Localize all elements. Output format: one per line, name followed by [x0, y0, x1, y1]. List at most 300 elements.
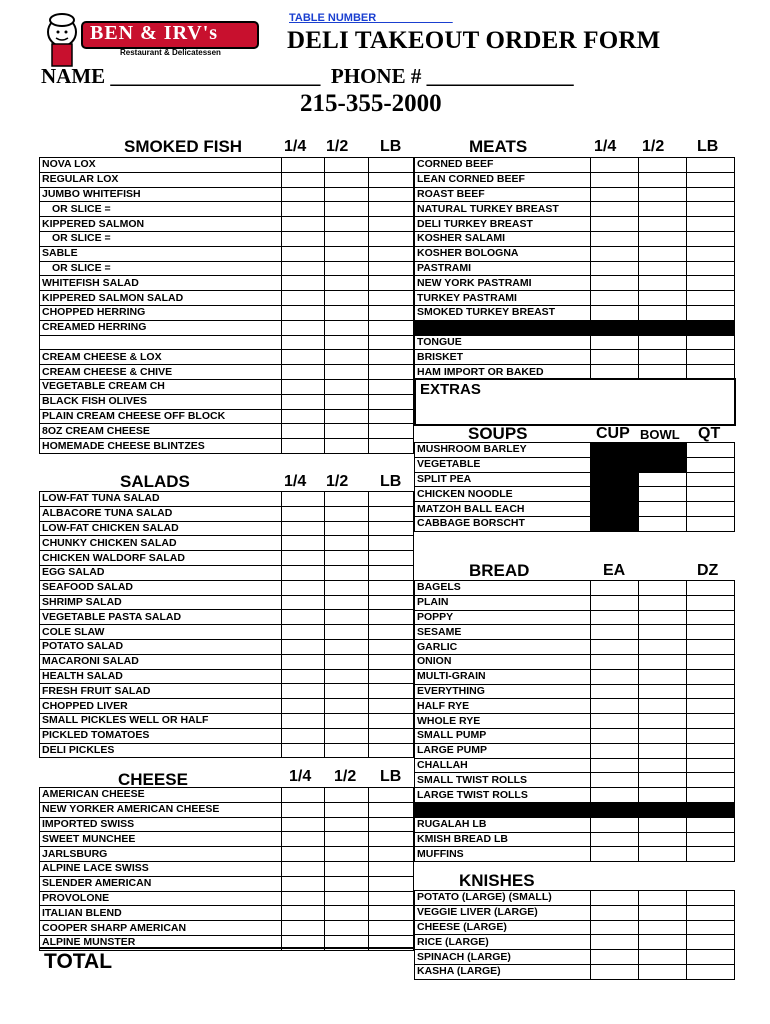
quantity-box[interactable]	[369, 847, 414, 862]
quantity-box[interactable]	[687, 276, 735, 291]
quantity-box[interactable]	[369, 817, 414, 832]
quantity-box[interactable]	[325, 320, 369, 335]
quantity-box[interactable]	[687, 610, 735, 625]
bread-table	[414, 580, 735, 862]
quantity-box[interactable]	[325, 595, 369, 610]
quantity-box[interactable]	[282, 492, 325, 507]
quantity-box[interactable]	[591, 595, 639, 610]
quantity-box[interactable]	[687, 640, 735, 655]
quantity-box[interactable]	[282, 802, 325, 817]
quantity-box[interactable]	[369, 699, 414, 714]
quantity-box[interactable]	[687, 788, 735, 803]
quantity-box[interactable]	[639, 276, 687, 291]
quantity-box[interactable]	[325, 261, 369, 276]
quantity-box[interactable]	[591, 758, 639, 773]
quantity-box[interactable]	[282, 728, 325, 743]
quantity-box[interactable]	[591, 217, 639, 232]
quantity-box[interactable]	[282, 261, 325, 276]
quantity-box[interactable]	[282, 595, 325, 610]
quantity-box[interactable]	[282, 202, 325, 217]
quantity-box[interactable]	[325, 728, 369, 743]
quantity-box[interactable]	[369, 261, 414, 276]
quantity-box[interactable]	[687, 920, 735, 935]
quantity-box[interactable]	[639, 891, 687, 906]
quantity-box[interactable]	[591, 743, 639, 758]
col-quarter: 1/4	[594, 138, 617, 155]
quantity-box[interactable]	[282, 684, 325, 699]
quantity-box[interactable]	[687, 246, 735, 261]
quantity-box[interactable]	[369, 788, 414, 803]
quantity-box[interactable]	[591, 625, 639, 640]
quantity-box[interactable]	[369, 365, 414, 380]
quantity-box[interactable]	[282, 921, 325, 936]
order-row	[415, 172, 735, 187]
quantity-box[interactable]	[282, 158, 325, 173]
table-number-field[interactable]: TABLE NUMBER ____________	[289, 12, 453, 24]
quantity-box[interactable]	[369, 291, 414, 306]
item-label: JUMBO WHITEFISH	[40, 187, 282, 202]
quantity-box[interactable]	[639, 714, 687, 729]
quantity-box	[591, 502, 639, 517]
quantity-box[interactable]	[591, 187, 639, 202]
quantity-box[interactable]	[369, 202, 414, 217]
quantity-box[interactable]	[687, 817, 735, 832]
quantity-box[interactable]	[687, 516, 735, 531]
quantity-box[interactable]	[282, 625, 325, 640]
item-label: SABLE	[40, 246, 282, 261]
quantity-box[interactable]	[687, 158, 735, 173]
quantity-box[interactable]	[282, 521, 325, 536]
quantity-box[interactable]	[687, 699, 735, 714]
quantity-box[interactable]	[639, 950, 687, 965]
quantity-box[interactable]	[282, 335, 325, 350]
order-row	[415, 217, 735, 232]
quantity-box[interactable]	[591, 891, 639, 906]
quantity-box[interactable]	[687, 714, 735, 729]
quantity-box[interactable]	[282, 669, 325, 684]
quantity-box[interactable]	[639, 920, 687, 935]
quantity-box[interactable]	[591, 581, 639, 596]
quantity-box[interactable]	[639, 187, 687, 202]
quantity-box[interactable]	[325, 610, 369, 625]
quantity-box[interactable]	[591, 847, 639, 862]
quantity-box[interactable]	[591, 202, 639, 217]
quantity-box[interactable]	[325, 788, 369, 803]
quantity-box[interactable]	[687, 187, 735, 202]
quantity-box[interactable]	[687, 905, 735, 920]
quantity-box[interactable]	[282, 891, 325, 906]
order-row	[415, 502, 735, 517]
order-row	[40, 492, 414, 507]
quantity-box[interactable]	[687, 502, 735, 517]
quantity-box	[639, 457, 687, 472]
quantity-box[interactable]	[687, 217, 735, 232]
quantity-box[interactable]	[369, 187, 414, 202]
quantity-box[interactable]	[639, 291, 687, 306]
quantity-box[interactable]	[591, 714, 639, 729]
quantity-box[interactable]	[369, 743, 414, 758]
order-row	[415, 654, 735, 669]
quantity-box[interactable]	[369, 335, 414, 350]
quantity-box[interactable]	[325, 335, 369, 350]
quantity-box[interactable]	[639, 502, 687, 517]
quantity-box[interactable]	[687, 335, 735, 350]
item-label: BLACK FISH OLIVES	[40, 394, 282, 409]
quantity-box[interactable]	[639, 743, 687, 758]
quantity-box[interactable]	[639, 684, 687, 699]
quantity-box[interactable]	[369, 320, 414, 335]
quantity-box[interactable]	[369, 891, 414, 906]
quantity-box[interactable]	[369, 565, 414, 580]
quantity-box[interactable]	[687, 487, 735, 502]
quantity-box[interactable]	[369, 669, 414, 684]
quantity-box[interactable]	[282, 409, 325, 424]
quantity-box	[591, 516, 639, 531]
quantity-box[interactable]	[282, 788, 325, 803]
quantity-box[interactable]	[591, 261, 639, 276]
quantity-box[interactable]	[325, 231, 369, 246]
quantity-box[interactable]	[325, 305, 369, 320]
quantity-box[interactable]	[325, 350, 369, 365]
quantity-box[interactable]	[282, 565, 325, 580]
quantity-box[interactable]	[591, 654, 639, 669]
quantity-box[interactable]	[639, 640, 687, 655]
quantity-box[interactable]	[369, 536, 414, 551]
item-label: PLAIN	[415, 595, 591, 610]
quantity-box[interactable]	[325, 639, 369, 654]
item-label: CHUNKY CHICKEN SALAD	[40, 536, 282, 551]
order-row	[415, 669, 735, 684]
quantity-box[interactable]	[687, 291, 735, 306]
quantity-box[interactable]	[369, 551, 414, 566]
quantity-box[interactable]	[687, 172, 735, 187]
quantity-box[interactable]	[591, 640, 639, 655]
quantity-box[interactable]	[282, 713, 325, 728]
quantity-box[interactable]	[369, 276, 414, 291]
quantity-box[interactable]	[591, 291, 639, 306]
quantity-box[interactable]	[325, 521, 369, 536]
quantity-box[interactable]	[325, 817, 369, 832]
quantity-box[interactable]	[282, 276, 325, 291]
quantity-box[interactable]	[282, 699, 325, 714]
quantity-box[interactable]	[591, 699, 639, 714]
quantity-box[interactable]	[687, 443, 735, 458]
quantity-box[interactable]	[639, 472, 687, 487]
quantity-box[interactable]	[369, 654, 414, 669]
quantity-box[interactable]	[369, 439, 414, 454]
quantity-box[interactable]	[282, 172, 325, 187]
soups-heading: SOUPS	[468, 424, 528, 443]
quantity-box[interactable]	[639, 516, 687, 531]
quantity-box[interactable]	[369, 350, 414, 365]
quantity-box[interactable]	[591, 305, 639, 320]
quantity-box[interactable]	[369, 876, 414, 891]
quantity-box[interactable]	[639, 217, 687, 232]
quantity-box[interactable]	[687, 669, 735, 684]
quantity-box[interactable]	[325, 580, 369, 595]
quantity-box[interactable]	[325, 847, 369, 862]
quantity-box[interactable]	[369, 728, 414, 743]
item-label: OR SLICE =	[40, 261, 282, 276]
quantity-box[interactable]	[282, 350, 325, 365]
item-label: SEAFOOD SALAD	[40, 580, 282, 595]
quantity-box[interactable]	[282, 654, 325, 669]
quantity-box[interactable]	[369, 379, 414, 394]
quantity-box[interactable]	[591, 773, 639, 788]
quantity-box[interactable]	[325, 439, 369, 454]
name-phone-fields[interactable]: NAME ____________________ PHONE # ______________	[41, 64, 574, 88]
quantity-box[interactable]	[639, 172, 687, 187]
quantity-box[interactable]	[325, 506, 369, 521]
quantity-box[interactable]	[591, 788, 639, 803]
quantity-box[interactable]	[282, 305, 325, 320]
quantity-box[interactable]	[591, 950, 639, 965]
quantity-box[interactable]	[687, 595, 735, 610]
quantity-box[interactable]	[369, 394, 414, 409]
quantity-box[interactable]	[591, 728, 639, 743]
quantity-box[interactable]	[282, 506, 325, 521]
quantity-box[interactable]	[325, 921, 369, 936]
quantity-box[interactable]	[325, 246, 369, 261]
quantity-box[interactable]	[687, 964, 735, 979]
quantity-box[interactable]	[325, 654, 369, 669]
quantity-box[interactable]	[639, 246, 687, 261]
quantity-box[interactable]	[687, 832, 735, 847]
quantity-box[interactable]	[687, 728, 735, 743]
quantity-box[interactable]	[687, 305, 735, 320]
quantity-box[interactable]	[369, 231, 414, 246]
quantity-box[interactable]	[591, 246, 639, 261]
quantity-box[interactable]	[325, 713, 369, 728]
order-row	[415, 276, 735, 291]
quantity-box[interactable]	[591, 935, 639, 950]
quantity-box[interactable]	[282, 743, 325, 758]
quantity-box[interactable]	[325, 625, 369, 640]
quantity-box[interactable]	[687, 684, 735, 699]
quantity-box[interactable]	[591, 350, 639, 365]
quantity-box[interactable]	[591, 920, 639, 935]
quantity-box[interactable]	[282, 217, 325, 232]
order-row	[40, 713, 414, 728]
quantity-box[interactable]	[325, 861, 369, 876]
quantity-box[interactable]	[639, 261, 687, 276]
quantity-box[interactable]	[639, 699, 687, 714]
quantity-box[interactable]	[591, 610, 639, 625]
quantity-box[interactable]	[639, 728, 687, 743]
quantity-box[interactable]	[639, 487, 687, 502]
quantity-box[interactable]	[639, 305, 687, 320]
quantity-box[interactable]	[687, 773, 735, 788]
quantity-box[interactable]	[325, 891, 369, 906]
quantity-box[interactable]	[591, 964, 639, 979]
quantity-box[interactable]	[325, 394, 369, 409]
quantity-box[interactable]	[325, 276, 369, 291]
quantity-box[interactable]	[639, 773, 687, 788]
quantity-box[interactable]	[325, 409, 369, 424]
quantity-box[interactable]	[369, 625, 414, 640]
quantity-box[interactable]	[325, 172, 369, 187]
quantity-box[interactable]	[369, 906, 414, 921]
quantity-box[interactable]	[639, 817, 687, 832]
quantity-box[interactable]	[591, 817, 639, 832]
quantity-box[interactable]	[639, 788, 687, 803]
quantity-box[interactable]	[687, 581, 735, 596]
quantity-box[interactable]	[282, 187, 325, 202]
quantity-box[interactable]	[325, 217, 369, 232]
quantity-box[interactable]	[325, 669, 369, 684]
quantity-box[interactable]	[639, 350, 687, 365]
quantity-box[interactable]	[369, 158, 414, 173]
quantity-box[interactable]	[639, 335, 687, 350]
quantity-box[interactable]	[369, 492, 414, 507]
quantity-box[interactable]	[282, 320, 325, 335]
item-label: ONION	[415, 654, 591, 669]
quantity-box[interactable]	[639, 832, 687, 847]
order-row	[40, 817, 414, 832]
quantity-box[interactable]	[369, 921, 414, 936]
quantity-box[interactable]	[639, 758, 687, 773]
quantity-box[interactable]	[369, 506, 414, 521]
quantity-box[interactable]	[282, 906, 325, 921]
quantity-box[interactable]	[591, 335, 639, 350]
extras-box[interactable]	[414, 378, 736, 426]
quantity-box[interactable]	[639, 625, 687, 640]
quantity-box[interactable]	[325, 187, 369, 202]
item-label: ALBACORE TUNA SALAD	[40, 506, 282, 521]
quantity-box[interactable]	[639, 935, 687, 950]
quantity-box[interactable]	[282, 817, 325, 832]
quantity-box[interactable]	[282, 536, 325, 551]
quantity-box[interactable]	[282, 580, 325, 595]
quantity-box[interactable]	[369, 246, 414, 261]
quantity-box[interactable]	[639, 964, 687, 979]
cheese-heading: CHEESE	[118, 770, 188, 789]
quantity-box[interactable]	[325, 492, 369, 507]
quantity-box[interactable]	[325, 743, 369, 758]
quantity-box[interactable]	[325, 906, 369, 921]
quantity-box[interactable]	[591, 231, 639, 246]
quantity-box[interactable]	[325, 379, 369, 394]
quantity-box[interactable]	[369, 639, 414, 654]
quantity-box[interactable]	[639, 847, 687, 862]
quantity-box[interactable]	[325, 202, 369, 217]
quantity-box[interactable]	[639, 654, 687, 669]
quantity-box[interactable]	[325, 565, 369, 580]
quantity-box[interactable]	[325, 536, 369, 551]
item-label: WHITEFISH SALAD	[40, 276, 282, 291]
quantity-box[interactable]	[325, 832, 369, 847]
quantity-box[interactable]	[687, 472, 735, 487]
quantity-box[interactable]	[282, 847, 325, 862]
quantity-box[interactable]	[369, 832, 414, 847]
quantity-box[interactable]	[369, 802, 414, 817]
quantity-box[interactable]	[282, 379, 325, 394]
quantity-box[interactable]	[687, 231, 735, 246]
quantity-box[interactable]	[282, 639, 325, 654]
quantity-box[interactable]	[639, 595, 687, 610]
quantity-box[interactable]	[325, 802, 369, 817]
meats-heading: MEATS	[469, 137, 528, 156]
quantity-box[interactable]	[369, 305, 414, 320]
quantity-box[interactable]	[687, 202, 735, 217]
quantity-box[interactable]	[639, 231, 687, 246]
quantity-box[interactable]	[591, 684, 639, 699]
quantity-box[interactable]	[325, 424, 369, 439]
quantity-box[interactable]	[282, 861, 325, 876]
quantity-box[interactable]	[369, 861, 414, 876]
quantity-box[interactable]	[687, 935, 735, 950]
quantity-box[interactable]	[687, 261, 735, 276]
quantity-box[interactable]	[282, 424, 325, 439]
quantity-box[interactable]	[687, 350, 735, 365]
quantity-box[interactable]	[282, 551, 325, 566]
order-row	[415, 581, 735, 596]
quantity-box[interactable]	[591, 172, 639, 187]
order-row	[40, 506, 414, 521]
quantity-box[interactable]	[639, 581, 687, 596]
quantity-box[interactable]	[282, 832, 325, 847]
quantity-box[interactable]	[282, 291, 325, 306]
quantity-box[interactable]	[282, 231, 325, 246]
quantity-box[interactable]	[369, 424, 414, 439]
quantity-box[interactable]	[687, 847, 735, 862]
quantity-box[interactable]	[687, 457, 735, 472]
quantity-box[interactable]	[325, 365, 369, 380]
quantity-box[interactable]	[282, 365, 325, 380]
order-row	[40, 876, 414, 891]
order-row	[415, 487, 735, 502]
quantity-box[interactable]	[591, 276, 639, 291]
quantity-box[interactable]	[325, 158, 369, 173]
quantity-box[interactable]	[369, 580, 414, 595]
quantity-box[interactable]	[369, 172, 414, 187]
quantity-box[interactable]	[369, 409, 414, 424]
quantity-box[interactable]	[325, 291, 369, 306]
quantity-box[interactable]	[687, 625, 735, 640]
quantity-box[interactable]	[325, 551, 369, 566]
quantity-box[interactable]	[325, 684, 369, 699]
quantity-box[interactable]	[369, 217, 414, 232]
quantity-box[interactable]	[639, 158, 687, 173]
quantity-box[interactable]	[687, 743, 735, 758]
quantity-box[interactable]	[282, 246, 325, 261]
quantity-box[interactable]	[591, 669, 639, 684]
quantity-box[interactable]	[591, 832, 639, 847]
quantity-box[interactable]	[325, 876, 369, 891]
quantity-box[interactable]	[591, 158, 639, 173]
quantity-box[interactable]	[639, 610, 687, 625]
quantity-box[interactable]	[639, 202, 687, 217]
quantity-box[interactable]	[282, 394, 325, 409]
quantity-box[interactable]	[282, 876, 325, 891]
quantity-box[interactable]	[325, 699, 369, 714]
quantity-box[interactable]	[639, 669, 687, 684]
quantity-box[interactable]	[639, 905, 687, 920]
quantity-box[interactable]	[369, 595, 414, 610]
quantity-box[interactable]	[687, 950, 735, 965]
quantity-box[interactable]	[687, 758, 735, 773]
quantity-box[interactable]	[369, 610, 414, 625]
quantity-box[interactable]	[282, 439, 325, 454]
quantity-box[interactable]	[369, 684, 414, 699]
quantity-box[interactable]	[687, 891, 735, 906]
quantity-box[interactable]	[369, 521, 414, 536]
quantity-box[interactable]	[687, 654, 735, 669]
order-row	[40, 187, 414, 202]
quantity-box[interactable]	[369, 713, 414, 728]
quantity-box[interactable]	[282, 610, 325, 625]
quantity-box[interactable]	[591, 905, 639, 920]
